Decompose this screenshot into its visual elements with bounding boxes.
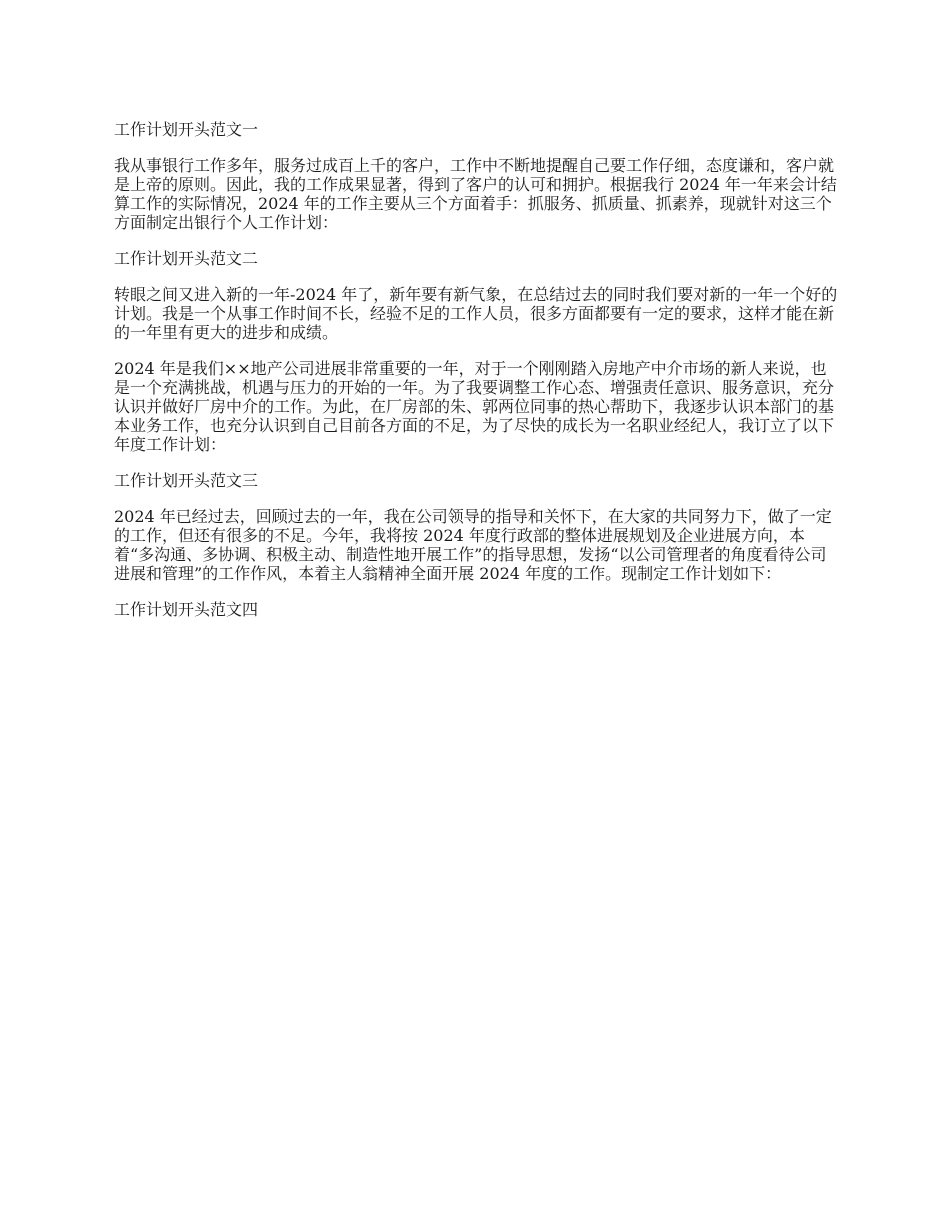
section-heading-1: 工作计划开头范文一 (114, 120, 259, 139)
section-1-paragraph-1: 我从事银行工作多年，服务过成百上千的客户，工作中不断地提醒自己要工作仔细，态度谦和，客户就是上帝的原则。因此，我的工作成果显著，得到了客户的认可和拥护。根据我行 2024 年一年来会计结算工作的实际情况，2024 年的工作主要从三个方面着手：抓服务、抓质量、抓素养，现就针对这三个方面制定出银行个人工作计划： (114, 156, 837, 232)
section-heading-2: 工作计划开头范文二 (114, 249, 259, 268)
section-2-paragraph-1: 转眼之间又进入新的一年-2024 年了，新年要有新气象，在总结过去的同时我们要对新的一年一个好的计划。我是一个从事工作时间不长，经验不足的工作人员，很多方面都要有一定的要求，这样才能在新的一年里有更大的进步和成绩。 (114, 285, 838, 342)
section-heading-4: 工作计划开头范文四 (114, 600, 259, 619)
section-heading-3: 工作计划开头范文三 (114, 471, 259, 490)
document-page (114, 120, 840, 636)
section-3-paragraph-1: 2024 年已经过去，回顾过去的一年，我在公司领导的指导和关怀下，在大家的共同努力下，做了一定的工作，但还有很多的不足。今年，我将按 2024 年度行政部的整体进展规划及企业进展方向，本着“多沟通、多协调、积极主动、制造性地开展工作”的指导思想，发扬“以公司管理者的角度看待公司进展和管理”的工作作风，本着主人翁精神全面开展 2024 年度的工作。现制定工作计划如下： (114, 507, 832, 583)
section-2-paragraph-2: 2024 年是我们××地产公司进展非常重要的一年，对于一个刚刚踏入房地产中介市场的新人来说，也是一个充满挑战，机遇与压力的开始的一年。为了我要调整工作心态、增强责任意识、服务意识，充分认识并做好厂房中介的工作。为此，在厂房部的朱、郭两位同事的热心帮助下，我逐步认识本部门的基本业务工作，也充分认识到自己目前各方面的不足，为了尽快的成长为一名职业经纪人，我订立了以下年度工作计划： (114, 359, 835, 454)
